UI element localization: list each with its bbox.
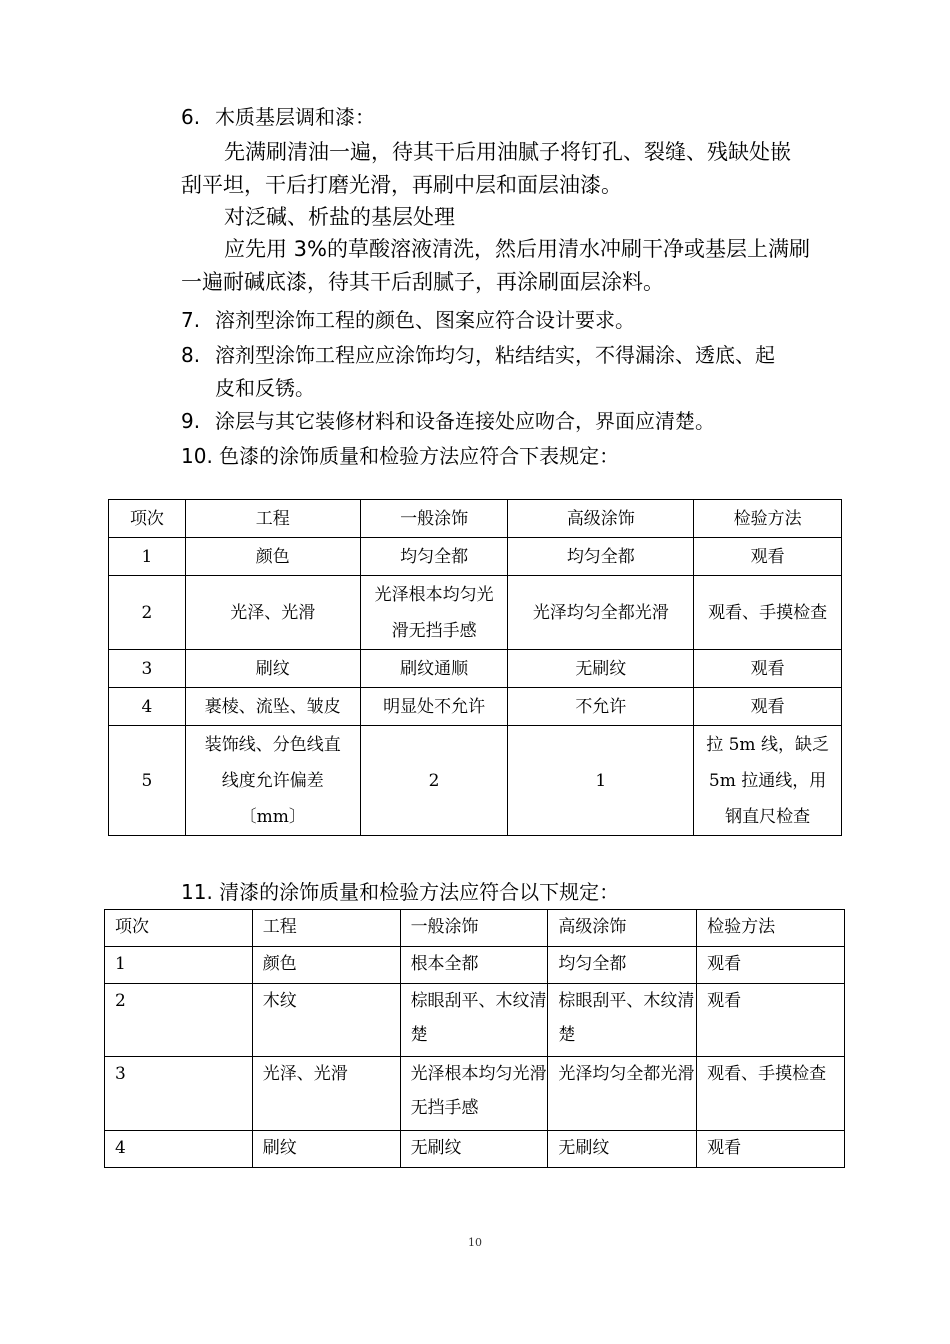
- table-row: [105, 984, 845, 1057]
- table-cell: 观看: [697, 947, 845, 984]
- table-row: [109, 726, 842, 836]
- table-cell: 木纹: [252, 984, 400, 1057]
- table-row: [105, 1131, 845, 1168]
- table-cell: 光泽均匀全都光滑: [508, 576, 694, 650]
- table-cell: 颜色: [252, 947, 400, 984]
- table-cell: 无刷纹: [548, 1131, 697, 1168]
- table-row: [109, 538, 842, 576]
- table-cell: 观看、手摸检查: [694, 576, 842, 650]
- table-row: [105, 1057, 845, 1131]
- table-cell: 观看: [694, 538, 842, 576]
- table-cell: 颜色: [185, 538, 360, 576]
- paragraph-2-line-1: 应先用 3%的草酸溶液清洗，然后用清水冲刷干净或基层上满刷: [224, 237, 810, 261]
- table-cell: 装饰线、分色线直线度允许偏差〔mm〕: [185, 726, 360, 836]
- table-cell: 均匀全都: [508, 538, 694, 576]
- table-header-cell: 检验方法: [694, 500, 842, 538]
- table-cell: 2: [109, 576, 186, 650]
- table-header-cell: 项次: [105, 910, 253, 947]
- item-8-continuation: 皮和反锈。: [215, 376, 315, 400]
- table-header-cell: 工程: [185, 500, 360, 538]
- table-cell: 4: [105, 1131, 253, 1168]
- table-row: [109, 688, 842, 726]
- table-cell: 3: [105, 1057, 253, 1131]
- paragraph-1-line-1: 先满刷清油一遍，待其干后用油腻子将钉孔、裂缝、残缺处嵌: [224, 140, 791, 164]
- table-cell: 4: [109, 688, 186, 726]
- table-cell: 裹棱、流坠、皱皮: [185, 688, 360, 726]
- paragraph-1-line-2: 刮平坦，干后打磨光滑，再刷中层和面层油漆。: [181, 173, 622, 197]
- table-cell: 观看: [697, 1131, 845, 1168]
- table-cell: 5: [109, 726, 186, 836]
- table-cell: 观看: [694, 688, 842, 726]
- table-row: [105, 947, 845, 984]
- paragraph-2-line-2: 一遍耐碱底漆，待其干后刮腻子，再涂刷面层涂料。: [181, 270, 664, 294]
- table-cell: 明显处不允许: [360, 688, 508, 726]
- table-cell: 刷纹: [252, 1131, 400, 1168]
- table-cell: 棕眼刮平、木纹清楚: [548, 984, 697, 1057]
- table-header-cell: 高级涂饰: [508, 500, 694, 538]
- table-header-cell: 检验方法: [697, 910, 845, 947]
- table-cell: 2: [360, 726, 508, 836]
- table-header-cell: 一般涂饰: [360, 500, 508, 538]
- table-cell: 刷纹通顺: [360, 650, 508, 688]
- table-cell: 刷纹: [185, 650, 360, 688]
- table-cell: 3: [109, 650, 186, 688]
- table-header-cell: 高级涂饰: [548, 910, 697, 947]
- table-cell: 光泽、光滑: [252, 1057, 400, 1131]
- table-cell: 光泽均匀全都光滑: [548, 1057, 697, 1131]
- table-cell: 观看、手摸检查: [697, 1057, 845, 1131]
- item-6-heading: 6. 木质基层调和漆：: [181, 105, 375, 129]
- table-header-cell: 一般涂饰: [400, 910, 548, 947]
- table-cell: 棕眼刮平、木纹清楚: [400, 984, 548, 1057]
- table-header-cell: 项次: [109, 500, 186, 538]
- table-cell: 1: [109, 538, 186, 576]
- page-number: 10: [468, 1236, 482, 1249]
- clear-varnish-table: [104, 909, 845, 1168]
- table-row: [109, 650, 842, 688]
- table-cell: 观看: [697, 984, 845, 1057]
- table-cell: 无刷纹: [400, 1131, 548, 1168]
- item-11: 11. 清漆的涂饰质量和检验方法应符合以下规定：: [181, 880, 620, 904]
- table-cell: 光泽、光滑: [185, 576, 360, 650]
- item-9: 9. 涂层与其它装修材料和设备连接处应吻合，界面应清楚。: [181, 409, 715, 433]
- item-10: 10. 色漆的涂饰质量和检验方法应符合下表规定：: [181, 444, 620, 468]
- item-7: 7. 溶剂型涂饰工程的颜色、图案应符合设计要求。: [181, 308, 635, 332]
- table-cell: 2: [105, 984, 253, 1057]
- table-cell: 1: [105, 947, 253, 984]
- color-paint-table: [108, 499, 842, 836]
- item-8: 8. 溶剂型涂饰工程应应涂饰均匀，粘结结实，不得漏涂、透底、起: [181, 343, 775, 367]
- table-header-row: [109, 500, 842, 538]
- table-row: [109, 576, 842, 650]
- sub-heading: 对泛碱、析盐的基层处理: [224, 205, 455, 229]
- table-cell: 光泽根本均匀光滑无挡手感: [400, 1057, 548, 1131]
- table-cell: 均匀全都: [360, 538, 508, 576]
- table-cell: 根本全都: [400, 947, 548, 984]
- table-header-cell: 工程: [252, 910, 400, 947]
- table-header-row: [105, 910, 845, 947]
- table-cell: 拉 5m 线，缺乏 5m 拉通线，用钢直尺检查: [694, 726, 842, 836]
- table-cell: 不允许: [508, 688, 694, 726]
- table-cell: 光泽根本均匀光滑无挡手感: [360, 576, 508, 650]
- table-cell: 均匀全都: [548, 947, 697, 984]
- table-cell: 观看: [694, 650, 842, 688]
- table-cell: 无刷纹: [508, 650, 694, 688]
- table-cell: 1: [508, 726, 694, 836]
